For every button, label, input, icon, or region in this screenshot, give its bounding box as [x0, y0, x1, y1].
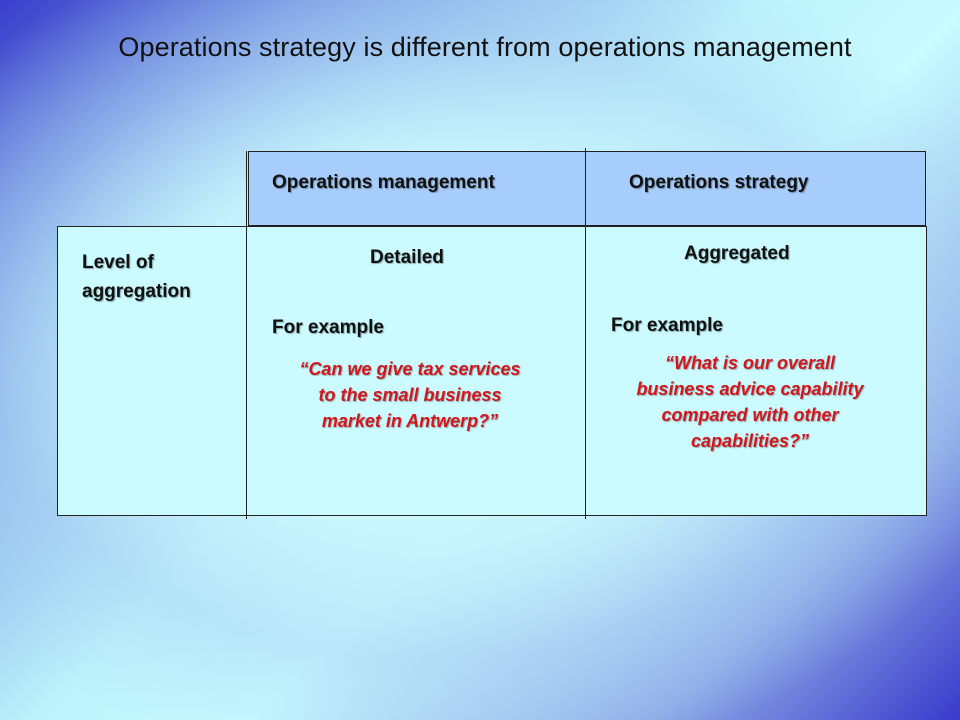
row-label-level-of-aggregation [82, 248, 191, 306]
cell-aggregated: Aggregated [684, 243, 790, 264]
column-divider-left [246, 151, 247, 519]
header-operations-management: Operations management [272, 172, 495, 193]
left-quote-line-1: “Can we give tax services [299, 359, 521, 379]
row-label-line-1: Level of [82, 252, 154, 273]
header-operations-strategy: Operations strategy [629, 172, 809, 193]
right-example-quote [592, 350, 908, 454]
right-quote-line-4: capabilities?” [690, 431, 810, 451]
left-for-example-label: For example [272, 317, 384, 338]
left-example-quote [255, 356, 565, 434]
slide-title: Operations strategy is different from operations management [118, 32, 852, 62]
left-quote-line-3: market in Antwerp?” [321, 411, 499, 431]
cell-detailed: Detailed [370, 247, 444, 268]
right-for-example-label: For example [611, 315, 723, 336]
right-quote-line-2: business advice capability [636, 379, 864, 399]
right-quote-line-1: “What is our overall [664, 353, 836, 373]
right-quote-line-3: compared with other [661, 405, 839, 425]
row-label-line-2: aggregation [82, 281, 191, 302]
column-divider-right [585, 148, 586, 519]
left-quote-line-2: to the small business [318, 385, 502, 405]
